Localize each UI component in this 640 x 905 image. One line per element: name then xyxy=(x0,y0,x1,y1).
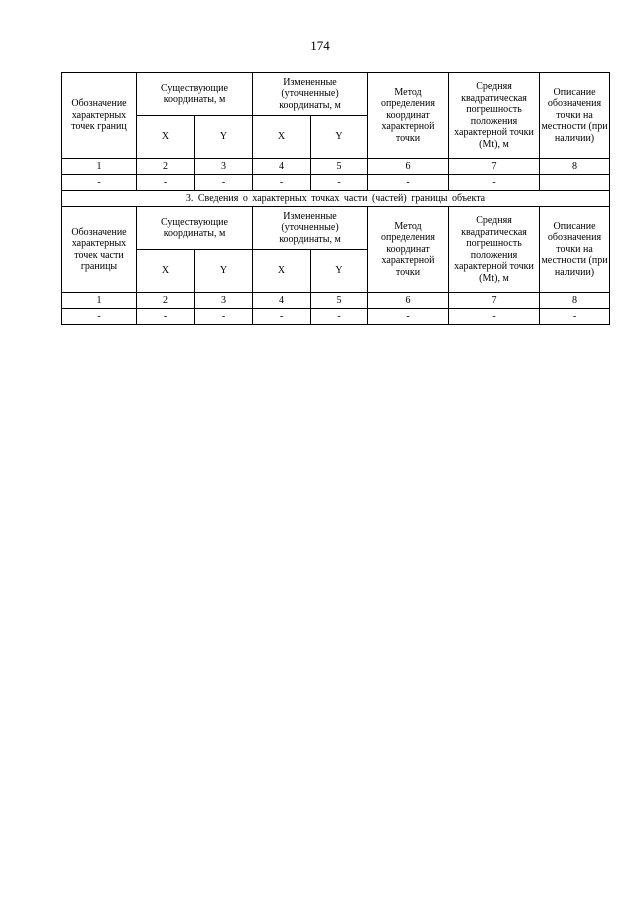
table-cell: - xyxy=(311,175,368,191)
table1-column-numbers-row xyxy=(62,159,610,175)
table-cell: - xyxy=(449,175,540,191)
table-cell: - xyxy=(253,309,311,325)
column-number: 1 xyxy=(62,159,137,175)
header-changed-coordinates: Измененные (уточненные) координаты, м xyxy=(253,73,368,116)
table-cell: - xyxy=(62,309,137,325)
column-number: 3 xyxy=(195,293,253,309)
header-changed-coordinates: Измененные (уточненные) координаты, м xyxy=(253,207,368,250)
column-number: 2 xyxy=(137,293,195,309)
table-cell: - xyxy=(195,309,253,325)
column-number: 8 xyxy=(540,159,610,175)
header-error: Средняя квадратическая погрешность положения характерной точки (Mt), м xyxy=(449,73,540,159)
table-cell: - xyxy=(368,309,449,325)
column-number: 5 xyxy=(311,159,368,175)
header-changed-y: Y xyxy=(311,116,368,159)
header-error: Средняя квадратическая погрешность положения характерной точки (Mt), м xyxy=(449,207,540,293)
header-existing-coordinates: Существующие координаты, м xyxy=(137,73,253,116)
column-number: 5 xyxy=(311,293,368,309)
header-existing-y: Y xyxy=(195,250,253,293)
section3-title: 3. Сведения о характерных точках части (частей) границы объекта xyxy=(62,191,610,207)
table-cell: - xyxy=(253,175,311,191)
column-number: 6 xyxy=(368,293,449,309)
header-existing-x: X xyxy=(137,250,195,293)
header-method: Метод определения координат характерной точки xyxy=(368,73,449,159)
column-number: 7 xyxy=(449,159,540,175)
header-existing-y: Y xyxy=(195,116,253,159)
column-number: 8 xyxy=(540,293,610,309)
table-cell: - xyxy=(449,309,540,325)
header-description: Описание обозначения точки на местности (при наличии) xyxy=(540,207,610,293)
column-number: 4 xyxy=(253,159,311,175)
table-cell xyxy=(540,175,610,191)
column-number: 3 xyxy=(195,159,253,175)
header-description: Описание обозначения точки на местности (при наличии) xyxy=(540,73,610,159)
header-changed-x: X xyxy=(253,116,311,159)
header-existing-x: X xyxy=(137,116,195,159)
column-number: 4 xyxy=(253,293,311,309)
column-number: 1 xyxy=(62,293,137,309)
header-changed-y: Y xyxy=(311,250,368,293)
table-cell: - xyxy=(368,175,449,191)
table-row xyxy=(62,175,610,191)
table-cell: - xyxy=(311,309,368,325)
column-number: 6 xyxy=(368,159,449,175)
header-changed-x: X xyxy=(253,250,311,293)
table-cell: - xyxy=(62,175,137,191)
header-method: Метод определения координат характерной точки xyxy=(368,207,449,293)
table-cell: - xyxy=(195,175,253,191)
page-number: 174 xyxy=(310,38,330,53)
table1-header-row xyxy=(62,73,610,116)
boundary-points-table xyxy=(61,72,610,325)
header-point-part-designation: Обозначение характерных точек части границы xyxy=(62,207,137,293)
section3-title-row xyxy=(62,191,610,207)
header-point-designation: Обозначение характерных точек границ xyxy=(62,73,137,159)
header-existing-coordinates: Существующие координаты, м xyxy=(137,207,253,250)
table2-header-row xyxy=(62,207,610,250)
table-cell: - xyxy=(137,175,195,191)
column-number: 2 xyxy=(137,159,195,175)
table-cell: - xyxy=(137,309,195,325)
table-row xyxy=(62,309,610,325)
table2-column-numbers-row xyxy=(62,293,610,309)
table-cell: - xyxy=(540,309,610,325)
column-number: 7 xyxy=(449,293,540,309)
